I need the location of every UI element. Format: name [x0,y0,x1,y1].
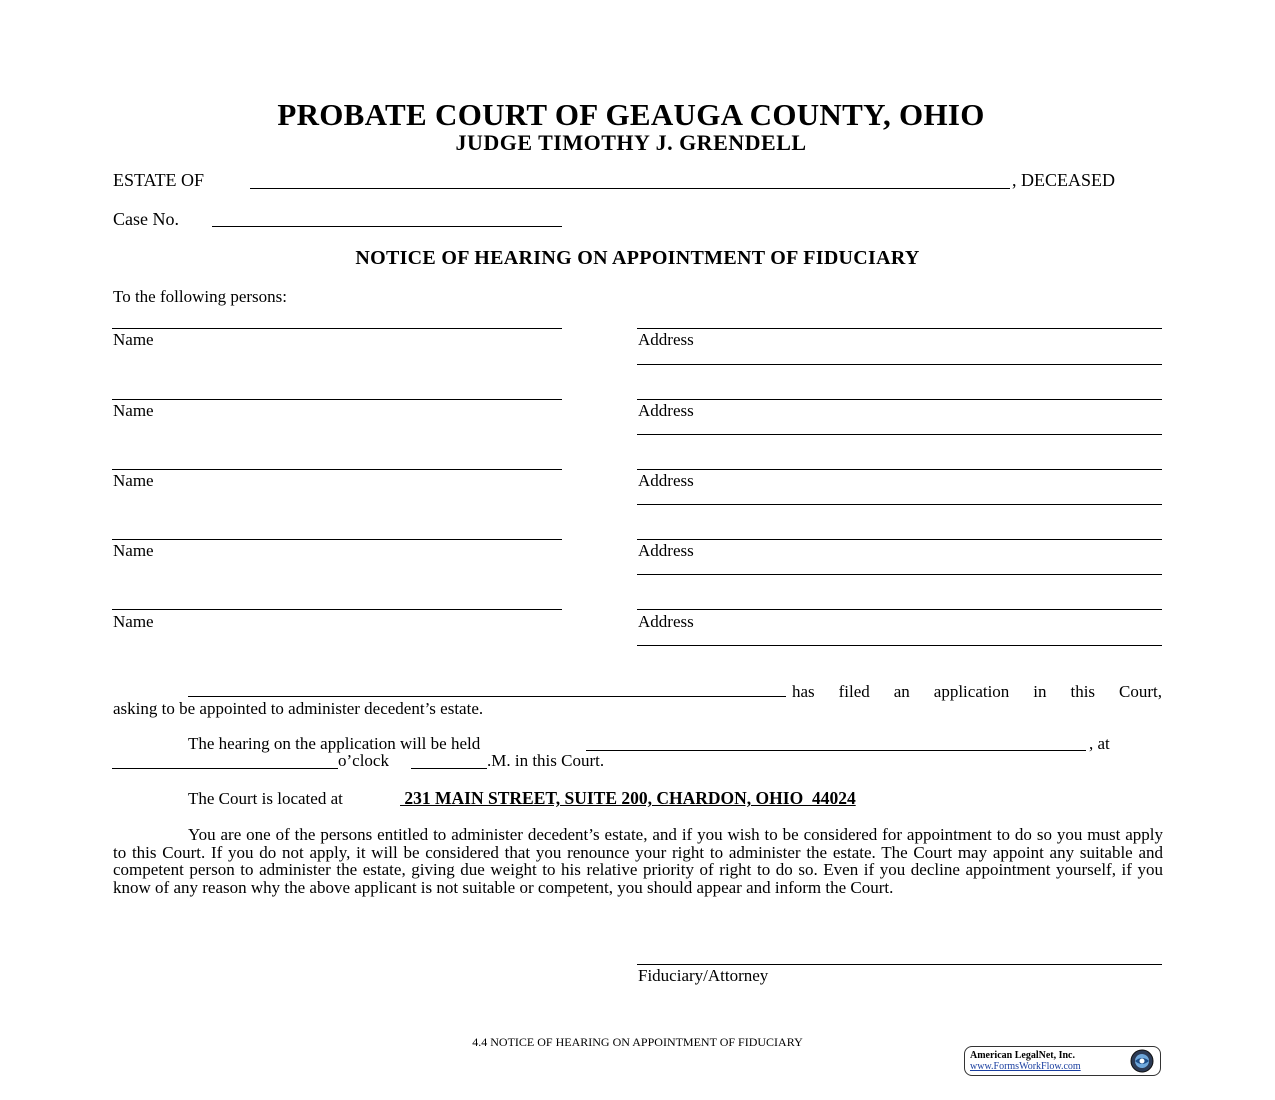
logo-company: American LegalNet, Inc. [970,1050,1075,1061]
address-label: Address [638,330,694,349]
estate-label: ESTATE OF [113,170,205,190]
publisher-logo [964,1046,1161,1076]
hearing-date-field[interactable] [586,750,1086,751]
logo-url-link[interactable]: www.FormsWorkFlow.com [970,1061,1081,1072]
judge-name: JUDGE TIMOTHY J. GRENDELL [455,130,807,155]
court-address: 231 MAIN STREET, SUITE 200, CHARDON, OHIO 44024 [400,788,856,808]
signature-field[interactable] [637,964,1162,965]
filed-application-text: has filed an application in this Court, [792,682,1162,701]
name-label: Name [113,330,154,349]
address-field[interactable] [637,539,1162,540]
name-field[interactable] [112,609,562,610]
signature-label: Fiduciary/Attorney [638,966,769,985]
address-line-2-field[interactable] [637,364,1162,365]
name-label: Name [113,612,154,631]
address-label: Address [638,612,694,631]
court-location-label: The Court is located at [188,789,343,808]
address-label: Address [638,541,694,560]
case-number-field[interactable] [212,226,562,227]
notice-paragraph: You are one of the persons entitled to administer decedent’s estate, and if you wish to be considered for appointment to do so you must apply to this Court. If you do not apply, it will be considered that you renounce your right to administer the estate. The Court may appoint any suitable and competent person to administer the estate, giving due weight to his relative priority of right to do so. Even if you decline appointment yourself, if you know of any reason why the above applicant is not suitable or competent, you should appear and inform the Court. [113,825,1163,897]
address-field[interactable] [637,609,1162,610]
form-footer-title: 4.4 NOTICE OF HEARING ON APPOINTMENT OF FIDUCIARY [472,1035,803,1049]
oclock-text: o’clock [338,751,389,770]
hearing-time-field[interactable] [112,768,338,769]
address-line-2-field[interactable] [637,434,1162,435]
address-field[interactable] [637,399,1162,400]
name-field[interactable] [112,328,562,329]
court-title: PROBATE COURT OF GEAUGA COUNTY, OHIO [277,97,985,132]
name-label: Name [113,401,154,420]
name-label: Name [113,471,154,490]
hearing-intro: The hearing on the application will be held [188,734,481,753]
applicant-name-field[interactable] [188,696,786,697]
address-line-2-field[interactable] [637,645,1162,646]
name-field[interactable] [112,399,562,400]
notice-title: NOTICE OF HEARING ON APPOINTMENT OF FIDUCIARY [355,247,920,269]
address-field[interactable] [637,469,1162,470]
deceased-label: , DECEASED [1012,170,1115,190]
address-line-2-field[interactable] [637,504,1162,505]
am-pm-field[interactable] [411,768,487,769]
address-line-2-field[interactable] [637,574,1162,575]
address-label: Address [638,471,694,490]
hearing-at-text: , at [1089,734,1110,753]
globe-icon [1130,1049,1154,1073]
name-field[interactable] [112,469,562,470]
name-field[interactable] [112,539,562,540]
address-field[interactable] [637,328,1162,329]
asking-appointment-text: asking to be appointed to administer decedent’s estate. [113,699,484,718]
name-label: Name [113,541,154,560]
address-label: Address [638,401,694,420]
estate-name-field[interactable] [250,188,1010,189]
recipients-intro: To the following persons: [113,287,287,306]
in-court-text: .M. in this Court. [487,751,605,770]
case-number-label: Case No. [113,209,179,229]
